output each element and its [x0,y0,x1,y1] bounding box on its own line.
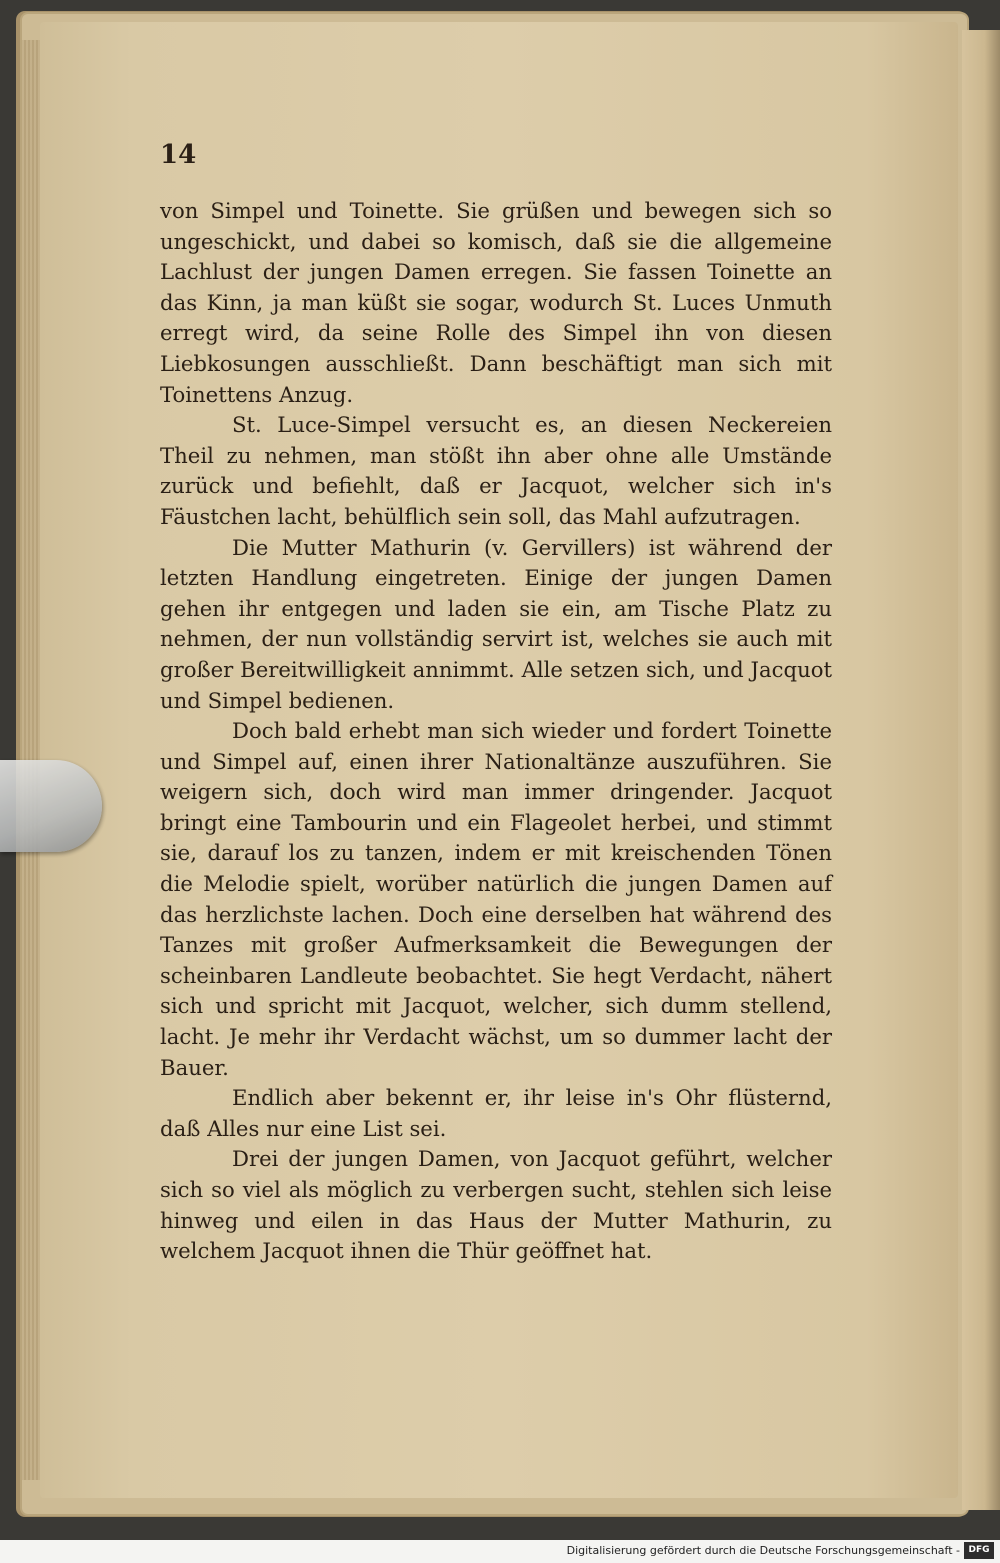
paragraph-3: Die Mutter Mathurin (v. Gervillers) ist während der letzten Handlung eingetreten. Einige der jungen Damen gehen ihr entgegen und laden sie ein, am Tische Platz zu nehmen, der nun vollständig servirt ist, welches sie auch mit großer Bereitwilligkeit annimmt. Alle setzen sich, und Jacquot und Simpel bedienen. [160,534,832,713]
facing-page-edge [962,30,1000,1510]
digitization-footer [0,1540,1000,1563]
paragraph-5: Endlich aber bekennt er, ihr leise in's Ohr flüsternd, daß Alles nur eine List sei. [160,1085,832,1141]
paragraph-1: von Simpel und Toinette. Sie grüßen und bewegen sich so ungeschickt, und dabei so komisch, daß sie die allgemeine Lachlust der jungen Damen erregen. Sie fassen Toinette an das Kinn, ja man küßt sie sogar, wodurch St. Luces Unmuth erregt wird, da seine Rolle des Simpel ihn von diesen Liebkosungen ausschließt. Dann beschäftigt man sich mit Toinettens Anzug. [160,198,832,407]
page-body-text [160,196,832,1267]
dfg-logo: DFG [964,1542,994,1559]
funding-credit: Digitalisierung gefördert durch die Deutsche Forschungsgemeinschaft - [566,1544,960,1557]
paragraph-4: Doch bald erhebt man sich wieder und fordert Toinette und Simpel auf, einen ihrer Nationaltänze auszuführen. Sie weigern sich, doch wird man immer dringender. Jacquot bringt eine Tambourin und ein Flageolet herbei, und stimmt sie, darauf los zu tanzen, indem er mit kreischenden Tönen die Melodie spielt, worüber natürlich die jungen Damen auf das herzlichste lachen. Doch eine derselben hat während des Tanzes mit großer Aufmerksamkeit die Bewegungen der scheinbaren Landleute beobachtet. Sie hegt Verdacht, nähert sich und spricht mit Jacquot, welcher, sich dumm stellend, lacht. Je mehr ihr Verdacht wächst, um so dummer lacht der Bauer. [160,718,832,1080]
page-number: 14 [160,140,197,170]
paragraph-2: St. Luce-Simpel versucht es, an diesen Neckereien Theil zu nehmen, man stößt ihn aber ohne alle Umstände zurück und befiehlt, daß er Jacquot, welcher sich in's Fäustchen lacht, behülflich sein soll, das Mahl aufzutragen. [160,412,832,529]
paragraph-6: Drei der jungen Damen, von Jacquot geführt, welcher sich so viel als möglich zu verbergen sucht, stehlen sich leise hinweg und eilen in das Haus der Mutter Mathurin, zu welchem Jacquot ihnen die Thür geöffnet hat. [160,1146,832,1264]
page-clip [0,760,102,852]
